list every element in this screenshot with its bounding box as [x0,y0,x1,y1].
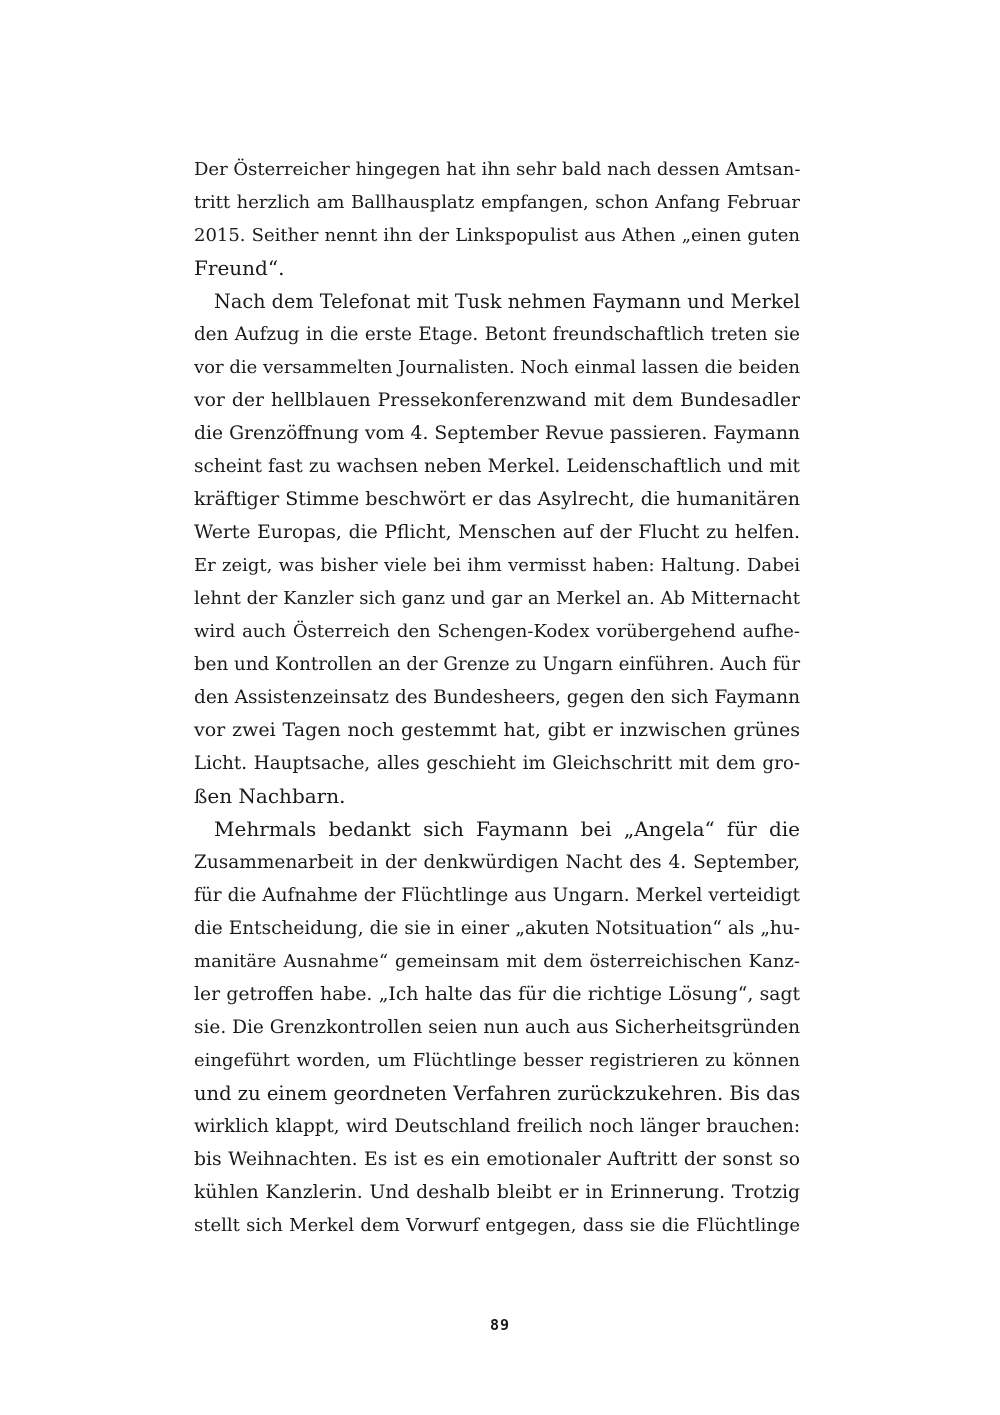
text-line: eingeführt worden, um Flüchtlinge besser registrieren zu können [194,1050,800,1071]
paragraph-2 [194,285,800,813]
text-line: Nach dem Telefonat mit Tusk nehmen Faymann und Merkel [214,290,800,313]
text-line: Werte Europas, die Pflicht, Menschen auf der Flucht zu helfen. [194,522,800,543]
text-line: Der Österreicher hingegen hat ihn sehr bald nach dessen Amtsan- [194,159,801,180]
text-line: wirklich klappt, wird Deutschland freilich noch länger brauchen: [194,1116,800,1137]
paragraph-1 [194,153,800,285]
text-line: Mehrmals bedankt sich Faymann bei „Angela“ für die [214,817,800,841]
text-line: ßen Nachbarn. [194,784,346,808]
text-line: tritt herzlich am Ballhausplatz empfangen, schon Anfang Februar [194,192,800,213]
text-line: 2015. Seither nennt ihn der Linkspopulist aus Athen „einen guten [194,225,800,246]
text-line: vor der hellblauen Pressekonferenzwand mit dem Bundesadler [194,390,800,411]
text-line: und zu einem geordneten Verfahren zurückzukehren. Bis das [194,1082,801,1105]
text-line: die Grenzöffnung vom 4. September Revue passieren. Faymann [194,423,800,444]
text-line: Er zeigt, was bisher viele bei ihm vermisst haben: Haltung. Dabei [194,555,800,576]
text-line: lehnt der Kanzler sich ganz und gar an Merkel an. Ab Mitternacht [194,588,800,609]
text-line: scheint fast zu wachsen neben Merkel. Leidenschaftlich und mit [194,456,800,477]
text-line: die Entscheidung, die sie in einer „akuten Notsituation“ als „hu- [194,918,800,939]
text-line: den Assistenzeinsatz des Bundesheers, gegen den sich Faymann [194,687,800,708]
text-line: kühlen Kanzlerin. Und deshalb bleibt er in Erinnerung. Trotzig [194,1182,800,1203]
text-line: ben und Kontrollen an der Grenze zu Ungarn einführen. Auch für [194,654,801,675]
text-line: bis Weihnachten. Es ist es ein emotionaler Auftritt der sonst so [194,1149,800,1170]
text-line: stellt sich Merkel dem Vorwurf entgegen, dass sie die Flüchtlinge [194,1215,800,1236]
text-line: wird auch Österreich den Schengen-Kodex vorübergehend aufhe- [194,621,800,642]
text-line: den Aufzug in die erste Etage. Betont freundschaftlich treten sie [194,324,800,345]
text-line: manitäre Ausnahme“ gemeinsam mit dem österreichischen Kanz- [194,951,800,972]
text-line: vor zwei Tagen noch gestemmt hat, gibt er inzwischen grünes [194,719,800,741]
text-line: für die Aufnahme der Flüchtlinge aus Ungarn. Merkel verteidigt [194,885,800,906]
text-line: ler getroffen habe. „Ich halte das für die richtige Lösung“, sagt [194,984,800,1005]
text-line: Licht. Hauptsache, alles geschieht im Gleichschritt mit dem gro- [194,753,800,774]
text-line: kräftiger Stimme beschwört er das Asylrecht, die humanitären [194,488,800,510]
text-line: sie. Die Grenzkontrollen seien nun auch aus Sicherheitsgründen [194,1017,800,1038]
page-number: 89 [489,1316,511,1334]
text-line: Zusammenarbeit in der denkwürdigen Nacht des 4. September, [194,852,800,873]
text-line: vor die versammelten Journalisten. Noch einmal lassen die beiden [194,357,800,378]
body-text [194,153,800,1242]
text-line: Freund“. [194,256,285,280]
paragraph-3 [194,813,800,1242]
